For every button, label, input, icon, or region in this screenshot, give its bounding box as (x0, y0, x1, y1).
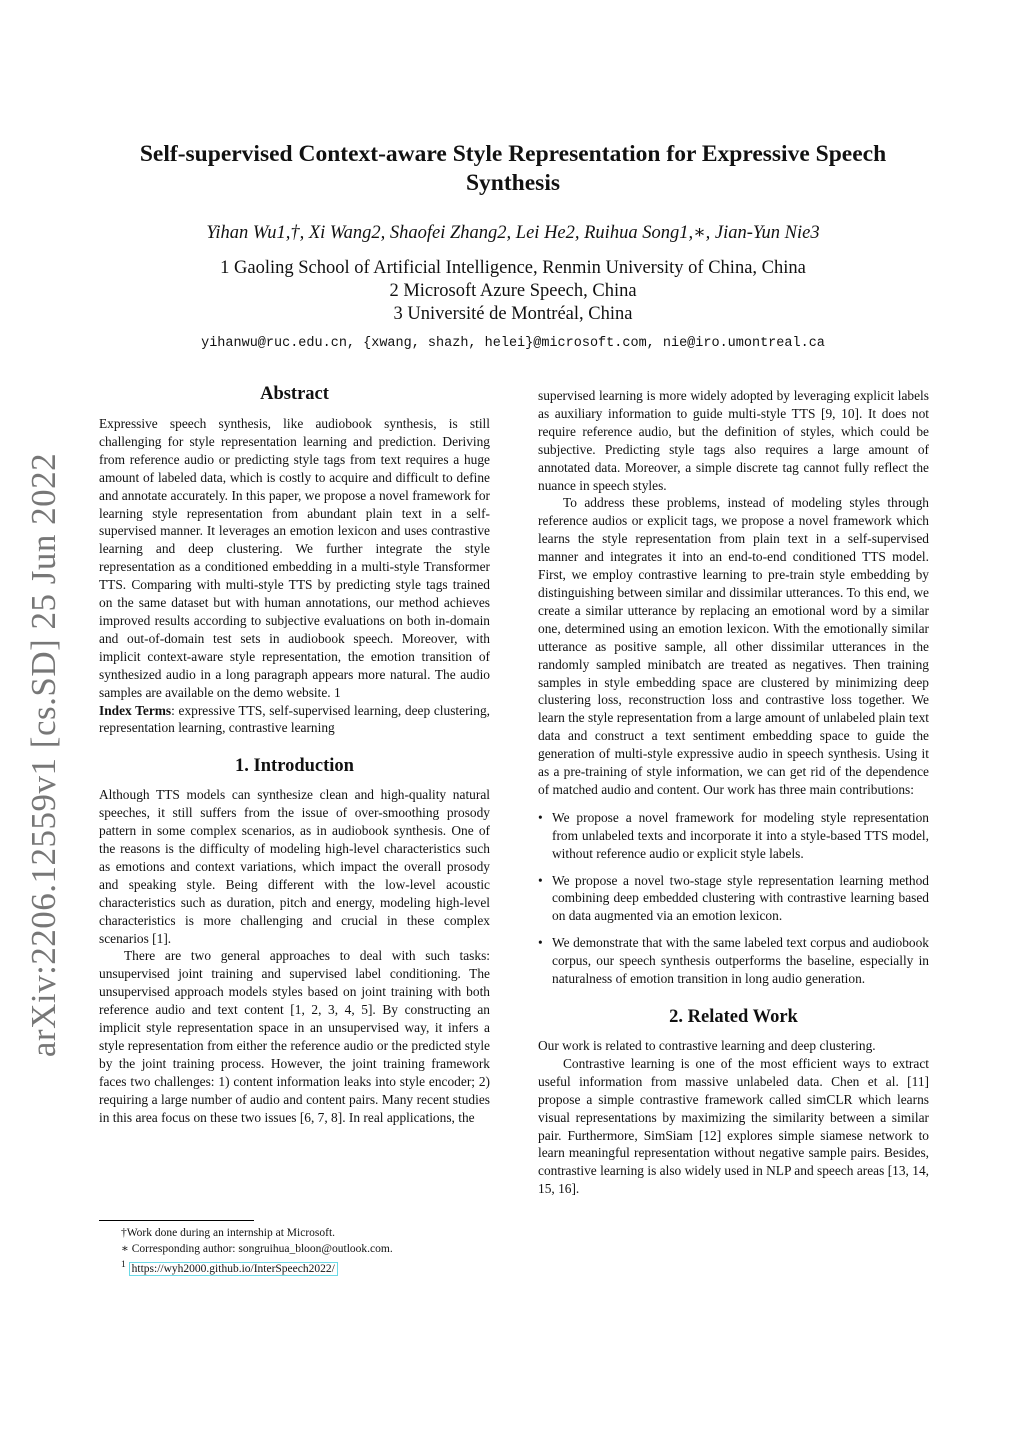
intro-paragraph-4: To address these problems, instead of modeling styles through reference audios or explicit tags, we propose a novel framework which learns the style representation from plain text in a self-supervised manner and integrates it into an end-to-end conditioned TTS model. First, we employ contrastive learning to pre-train style embedding by distinguishing between similar and dissimilar utterances. To this end, we create a similar utterance by replacing an emotional word by a similar one, determined using an emotion lexicon. With the emotionally similar utterance as positive sample, all other dissimilar utterances in the randomly sampled minibatch are treated as negatives. Then training samples in style embedding space are clustered by minimizing deep clustering loss, reconstruction loss and contrastive loss together. We learn the style representation from a large amount of unlabeled plain text data and construct a text sentiment embedding space to guide the generation of multi-style expressive audio in speech synthesis. Using it as a pre-training of style information, we can get rid of the dependence of matched audio and content. Our work has three main contributions: (538, 495, 929, 797)
list-item: • We propose a novel framework for modeling style representation from unlabeled texts and incorporate it into a style-based TTS model, without reference audio or explicit style labels. (538, 809, 929, 863)
section-2-heading: 2. Related Work (669, 1007, 798, 1027)
footnote-1-mark: 1 (121, 1259, 126, 1270)
arxiv-identifier: arXiv:2206.12559v1 [cs.SD] 25 Jun 2022 (24, 452, 63, 1058)
index-terms-text: : expressive TTS, self-supervised learning, deep clustering, representation learning, contrastive learning (99, 702, 490, 736)
affiliation-1: 1 Gaoling School of Artificial Intelligence, Renmin University of China, China (220, 258, 806, 278)
author-list: Yihan Wu1,†, Xi Wang2, Shaofei Zhang2, Lei He2, Ruihua Song1,∗, Jian-Yun Nie3 (206, 223, 820, 243)
demo-link[interactable]: https://wyh2000.github.io/InterSpeech2022/ (129, 1262, 338, 1276)
list-item: • We propose a novel two-stage style representation learning method combining deep embedded clustering with contrastive learning based on data augmented via an emotion lexicon. (538, 872, 929, 926)
affiliations (98, 257, 928, 326)
affiliation-2: 2 Microsoft Azure Speech, China (389, 281, 637, 301)
intro-paragraph-2: There are two general approaches to deal with such tasks: unsupervised joint training and supervised label conditioning. The unsupervised approach models styles based on joint training with both reference audio and text content [1, 2, 3, 4, 5]. By constructing an implicit style representation space in an unsupervised way, it infers a style representation from either the reference audio or the predicted style by the joint training process. However, the joint training framework faces two challenges: 1) content information leaks into style encoder; 2) requiring a large number of audio and content pairs. Many recent studies in this area focus on these two issues [6, 7, 8]. In real applications, the (99, 948, 490, 1125)
paper-title: Self-supervised Context-aware Style Representation for Expressive Speech Synthesis (139, 141, 887, 196)
index-terms-label: Index Terms (99, 702, 172, 718)
footnote-corresponding: ∗ Corresponding author: songruihua_bloon@outlook.com. (121, 1243, 393, 1255)
affiliation-3: 3 Université de Montréal, China (393, 304, 633, 324)
author-emails: yihanwu@ruc.edu.cn, {xwang, shazh, helei}@microsoft.com, nie@iro.umontreal.ca (201, 336, 825, 351)
list-item: • We demonstrate that with the same labeled text corpus and audiobook corpus, our speech synthesis outperforms the baseline, especially in naturalness of emotion transition in long audio generation. (538, 934, 929, 988)
related-paragraph-1: Our work is related to contrastive learning and deep clustering. (538, 1038, 876, 1053)
paper-header (98, 140, 928, 351)
arxiv-sidebar (14, 452, 74, 1058)
footnote-1 (99, 1257, 490, 1277)
related-paragraph-2: Contrastive learning is one of the most efficient ways to extract useful information from massive unlabeled data. Chen et al. [11] propose a simple contrastive framework called simCLR which learns visual representations by maximizing the similarity between a similar pair. Furthermore, SimSiam [12] explores simple siamese network to learn meaningful representation without negative sample pairs. Besides, contrastive learning is also widely used in NLP and speech areas [13, 14, 15, 16]. (538, 1055, 929, 1197)
index-terms (99, 702, 490, 738)
abstract-heading: Abstract (260, 384, 329, 404)
footnotes (99, 1220, 490, 1277)
footnote-dagger: †Work done during an internship at Microsoft. (121, 1227, 336, 1239)
right-column (538, 387, 929, 1198)
contributions-list (538, 809, 929, 988)
intro-paragraph-1: Although TTS models can synthesize clean and high-quality natural speeches, it still suffers from the issue of over-smoothing prosody pattern in some complex scenarios, as in audiobook synthesis. One of the reasons is the difficulty of modeling high-level characteristics such as emotions and context variations, which impact the overall prosody and speaking style. Being different with the low-level acoustic characteristics such as duration, pitch and energy, modeling high-level characteristics is more challenging and crucial in these complex scenarios [1]. (99, 787, 490, 946)
intro-paragraph-3: supervised learning is more widely adopted by leveraging explicit labels as auxiliary information to guide multi-style TTS [9, 10]. It does not require reference audio, but the definition of styles, which could be subjective. Predicting style tags also requires a large amount of annotated data. Moreover, a simple discrete tag cannot fully reflect the nuance in speech styles. (538, 388, 929, 493)
abstract-text: Expressive speech synthesis, like audiobook synthesis, is still challenging for style representation learning and prediction. Deriving from reference audio or predicting style tags from text requires a huge amount of labeled data, which is costly to acquire and difficult to define and annotate accurately. In this paper, we propose a novel framework for learning style representation from abundant plain text in a self-supervised manner. It leverages an emotion lexicon and uses contrastive learning and deep clustering. We further integrate the style representation as a conditioned embedding in a multi-style Transformer TTS. Comparing with multi-style TTS by predicting style tags trained on the same dataset but with human annotations, our method achieves improved results according to subjective evaluations on both in-domain and out-of-domain test sets in audiobook speech. Moreover, with implicit context-aware style representation, the emotion transition of synthesized audio in a long paragraph appears more natural. The audio samples are available on the demo website. 1 (99, 416, 490, 700)
footnote-rule (99, 1220, 254, 1221)
left-column (99, 383, 490, 1127)
section-1-heading: 1. Introduction (235, 756, 354, 777)
